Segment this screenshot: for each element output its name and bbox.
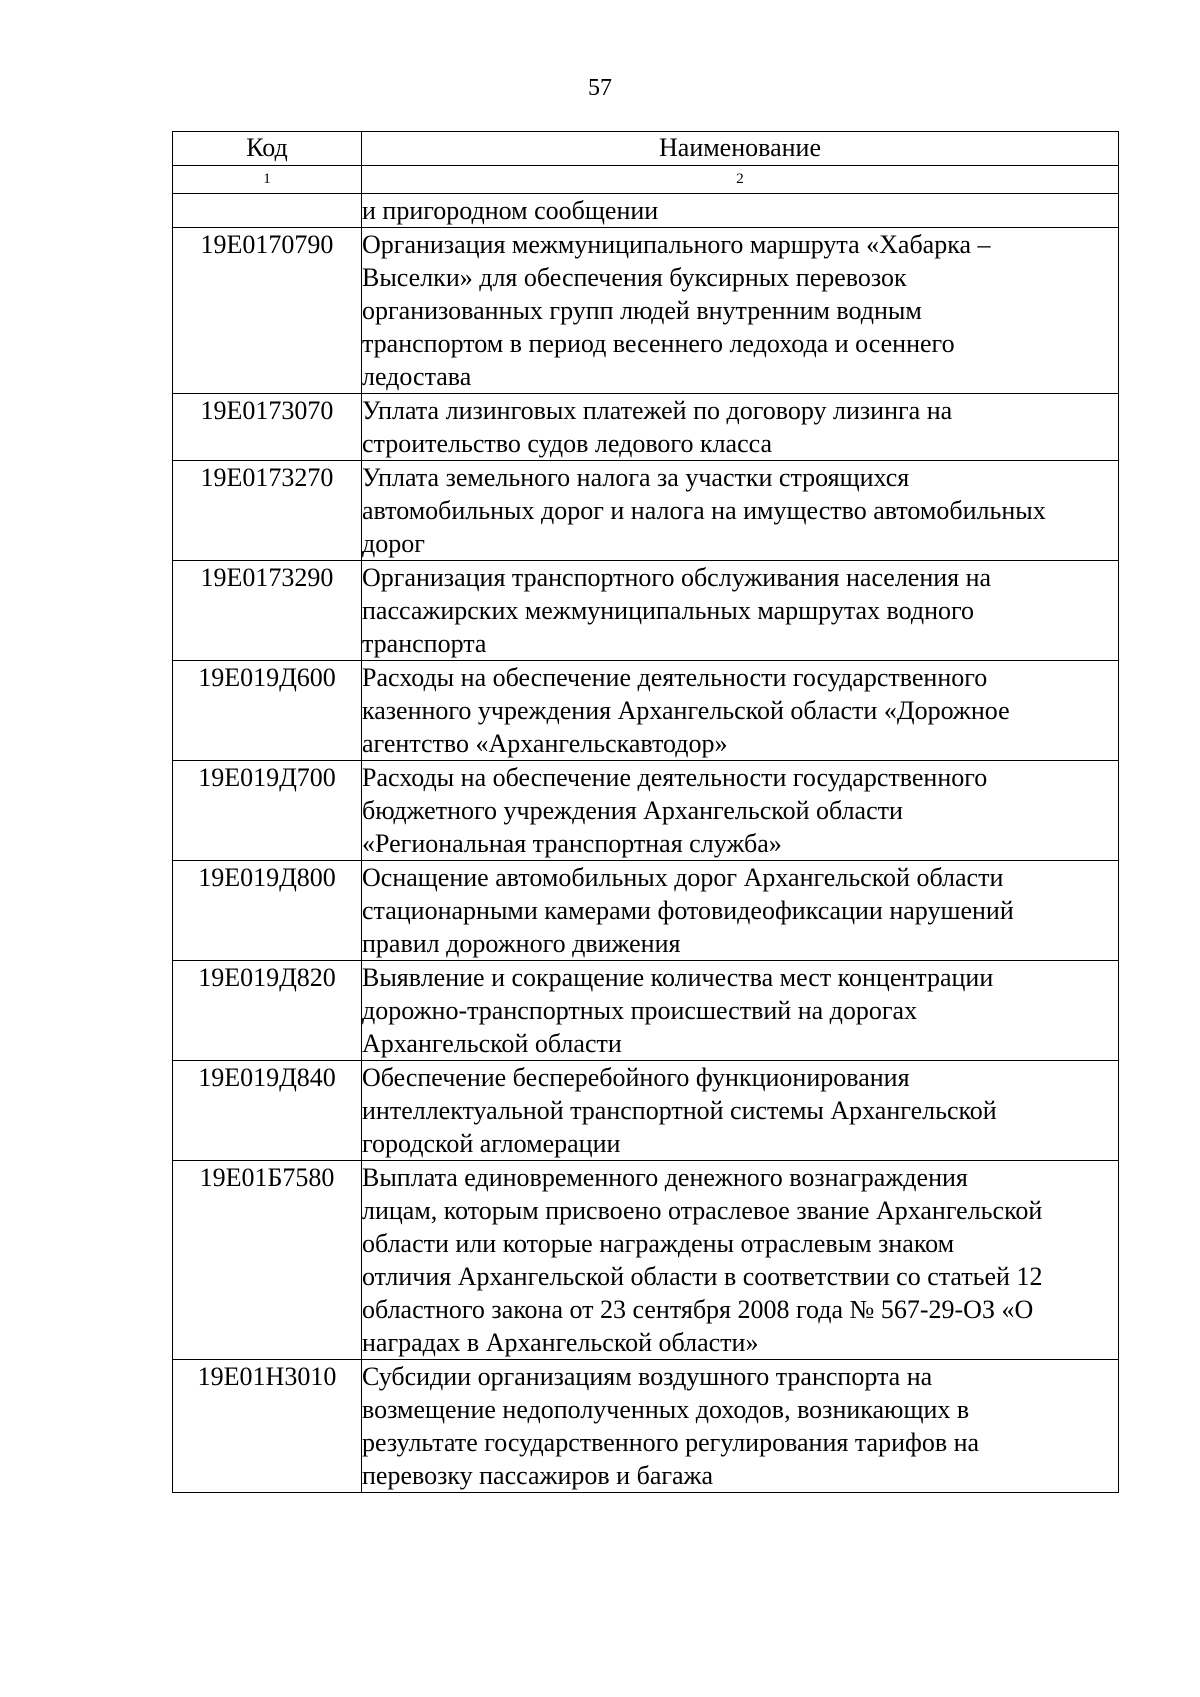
row-name: Организация межмуниципального маршрута «Хабарка – Выселки» для обеспечения буксирных перевозок организованных групп людей внутренним водным транспортом в период весеннего ледохода и осеннего ледостава: [362, 228, 1119, 394]
table-row: [173, 228, 1119, 394]
table-body: [173, 194, 1119, 1493]
row-code: 19Е0170790: [173, 228, 362, 394]
row-name: Уплата земельного налога за участки строящихся автомобильных дорог и налога на имущество автомобильных дорог: [362, 461, 1119, 561]
table-row: [173, 761, 1119, 861]
row-name: Уплата лизинговых платежей по договору лизинга на строительство судов ледового класса: [362, 394, 1119, 461]
page-number: 57: [588, 75, 612, 101]
row-code: 19Е019Д820: [173, 961, 362, 1061]
table-row: [173, 861, 1119, 961]
row-code: 19Е019Д600: [173, 661, 362, 761]
row-code: 19Е0173290: [173, 561, 362, 661]
row-name: Оснащение автомобильных дорог Архангельской области стационарными камерами фотовидеофиксации нарушений правил дорожного движения: [362, 861, 1119, 961]
row-code: 19Е01Б7580: [173, 1161, 362, 1360]
row-name: Выявление и сокращение количества мест концентрации дорожно-транспортных происшествий на дорогах Архангельской области: [362, 961, 1119, 1061]
row-name: Выплата единовременного денежного вознаграждения лицам, которым присвоено отраслевое звание Архангельской области или которые награждены отраслевым знаком отличия Архангельской области в соответствии со статьей 12 областного закона от 23 сентября 2008 года № 567-29-ОЗ «О наградах в Архангельской области»: [362, 1161, 1119, 1360]
table-row: [173, 961, 1119, 1061]
column-number-row: [173, 166, 1119, 194]
classification-table: [172, 131, 1119, 1493]
row-code: 19Е019Д840: [173, 1061, 362, 1161]
table-row: [173, 1061, 1119, 1161]
table-row: [173, 461, 1119, 561]
row-code: 19Е01Н3010: [173, 1360, 362, 1493]
row-name: Обеспечение бесперебойного функционирования интеллектуальной транспортной системы Архангельской городской агломерации: [362, 1061, 1119, 1161]
row-code: 19Е019Д700: [173, 761, 362, 861]
table-row: [173, 1360, 1119, 1493]
table-row: [173, 1161, 1119, 1360]
table-row: [173, 661, 1119, 761]
row-name: и пригородном сообщении: [362, 194, 1119, 228]
table-header-row: [173, 132, 1119, 166]
table-row: [173, 394, 1119, 461]
column-number-1: 1: [173, 166, 362, 194]
header-code: Код: [173, 132, 362, 166]
row-name: Организация транспортного обслуживания населения на пассажирских межмуниципальных маршрутах водного транспорта: [362, 561, 1119, 661]
column-number-2: 2: [362, 166, 1119, 194]
header-name: Наименование: [362, 132, 1119, 166]
row-code: 19Е0173270: [173, 461, 362, 561]
row-name: Расходы на обеспечение деятельности государственного казенного учреждения Архангельской области «Дорожное агентство «Архангельскавтодор»: [362, 661, 1119, 761]
row-code: [173, 194, 362, 228]
row-code: 19Е019Д800: [173, 861, 362, 961]
row-name: Расходы на обеспечение деятельности государственного бюджетного учреждения Архангельской области «Региональная транспортная служба»: [362, 761, 1119, 861]
table-row: [173, 561, 1119, 661]
table-row: [173, 194, 1119, 228]
row-code: 19Е0173070: [173, 394, 362, 461]
row-name: Субсидии организациям воздушного транспорта на возмещение недополученных доходов, возникающих в результате государственного регулирования тарифов на перевозку пассажиров и багажа: [362, 1360, 1119, 1493]
